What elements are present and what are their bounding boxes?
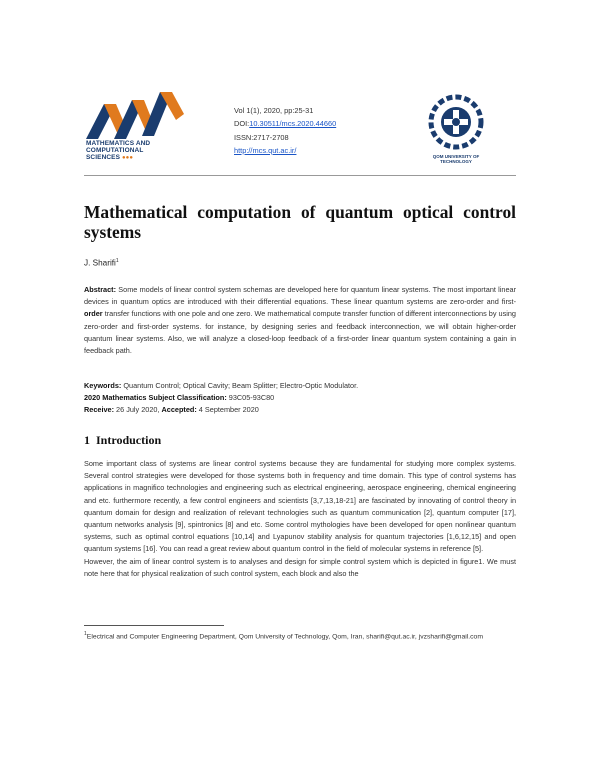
- university-logo: [421, 92, 491, 152]
- journal-url-link[interactable]: http://mcs.qut.ac.ir/: [234, 145, 297, 155]
- abstract-text-b: transfer functions with one pole and one zero. We mathematical compute transfer function of different interconnections by using zero-order and first-order systems. for instance, by designing series and feedback interconnection, we will obtain higher-order quantum linear systems. Also, we will analyze a closed-loop feedback of a first-order linear quantum system containing a gain in feedback path.: [84, 309, 516, 356]
- footnote-mark: 1: [84, 631, 87, 637]
- logo-line-1: MATHEMATICS AND: [86, 140, 151, 147]
- author-footnote-mark: 1: [115, 258, 119, 264]
- abstract-label: Abstract:: [84, 285, 117, 294]
- doi-line: [234, 117, 336, 130]
- logo-line-2: COMPUTATIONAL: [86, 147, 144, 154]
- intro-paragraph-2: However, the aim of linear control system is to analyses and design for simple control system which is depicted in figure1. We must note here that for physical realization of such control system, each block and also the: [84, 556, 516, 578]
- article-meta: [234, 104, 336, 157]
- keywords-block: [84, 380, 516, 416]
- section-number: 1: [84, 433, 90, 447]
- footnote-rule: [84, 625, 224, 626]
- msc-label: 2020 Mathematics Subject Classification:: [84, 393, 227, 402]
- logo-dots: ●●●: [121, 155, 134, 161]
- accepted-label: Accepted:: [161, 405, 197, 414]
- issn-info: ISSN:2717-2708: [234, 132, 289, 142]
- logo-line-3: SCIENCES: [86, 154, 121, 161]
- accepted-date: 4 September 2020: [196, 405, 259, 414]
- volume-info: Vol 1(1), 2020, pp:25-31: [234, 106, 314, 115]
- footnote: [84, 629, 516, 642]
- university-name: QOM UNIVERSITY OF TECHNOLOGY: [432, 154, 480, 164]
- introduction-body: [84, 458, 516, 580]
- intro-paragraph-1: Some important class of systems are linear control systems because they are fundamental for studying more complex systems. Several control strategies were developed for those systems both in frequency and time domain. This type of control systems has applications in magnifico technologies and engineering such as electrical engineering, aerospace engineering, chemical engineering and etc. furthermore recently, a few control engineers and scientists [3,7,13,18-21] are fascinated by innovating of control theory in quantum domain for design and realization of relevant technologies such as quantum communication [2], quantum computer [17], quantum networks analysis [9], spintronics [8] and etc. Some control mythologies have been developed for open nonlinear quantum systems, such as optimal control equations [10,14] and Lyapunov stability analysis for quantum trajectories [1,6,12,15] and open quantum systems [16]. You can read a great review about quantum control in the field of molecular systems in reference [5].: [84, 459, 516, 554]
- author-line: [84, 258, 119, 268]
- keywords-label: Keywords:: [84, 381, 122, 390]
- msc-codes: 93C05-93C80: [226, 393, 275, 402]
- abstract-text-a: Some models of linear control system schemas are developed here for quantum linear systems. The most important linear devices in quantum optics are introduced with their differential equations. These linear quantum systems are zero-order and first-: [84, 285, 516, 307]
- footnote-text: Electrical and Computer Engineering Department, Qom University of Technology, Qom, Iran, sharifi@qut.ac.ir, jvzsharifi@gmail.com: [86, 633, 484, 641]
- abstract: [84, 284, 516, 357]
- journal-logo-text: [86, 140, 150, 162]
- header-divider: [84, 175, 516, 176]
- receive-label: Receive:: [84, 405, 115, 414]
- author-name: J. Sharifi: [84, 258, 116, 268]
- keywords-text: Quantum Control; Optical Cavity; Beam Splitter; Electro-Optic Modulator.: [121, 381, 359, 390]
- doi-label: DOI:: [234, 119, 250, 129]
- paper-title: Mathematical computation of quantum optical control systems: [84, 202, 516, 242]
- section-title: Introduction: [96, 433, 162, 447]
- abstract-bold-word: order: [84, 309, 103, 319]
- section-heading: [84, 433, 161, 448]
- receive-date: 26 July 2020,: [114, 405, 162, 414]
- doi-link[interactable]: 10.30511/mcs.2020.44660: [249, 119, 337, 129]
